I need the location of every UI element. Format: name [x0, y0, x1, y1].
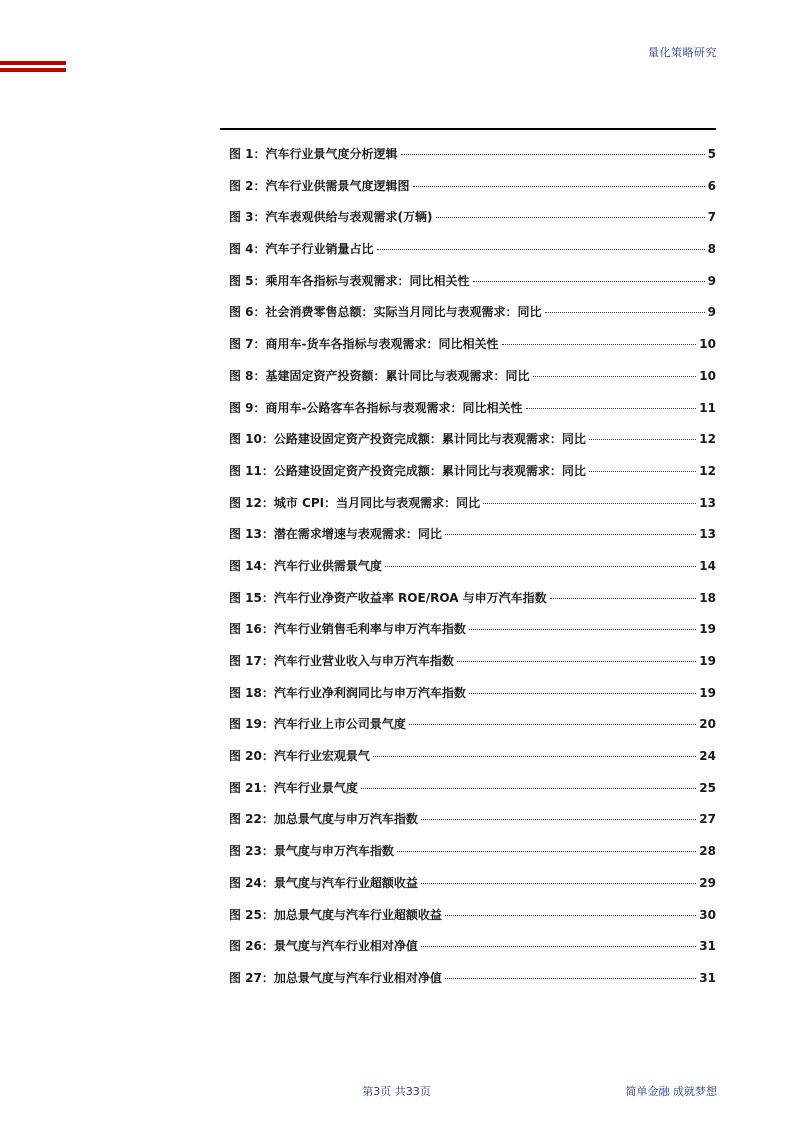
toc-entry-title: 图 12：城市 CPI：当月同比与表观需求：同比: [229, 495, 481, 510]
toc-dot-leader: [473, 281, 705, 282]
toc-entry-page: 10: [699, 337, 716, 352]
toc-entry[interactable]: [229, 963, 716, 995]
toc-entry[interactable]: [229, 171, 716, 203]
toc-dot-leader: [421, 819, 696, 820]
toc-dot-leader: [502, 344, 697, 345]
toc-dot-leader: [533, 376, 697, 377]
toc-entry-title: 图 5：乘用车各指标与表观需求：同比相关性: [229, 273, 470, 288]
toc-entry-page: 30: [699, 907, 716, 922]
toc-dot-leader: [526, 408, 697, 409]
toc-entry[interactable]: [229, 488, 716, 520]
toc-entry-title: 图 3：汽车表观供给与表观需求(万辆): [229, 210, 433, 225]
page-number-mid: 页 共: [380, 1085, 406, 1098]
toc-dot-leader: [421, 883, 696, 884]
toc-entry[interactable]: [229, 393, 716, 425]
page-number-current: 3: [373, 1085, 381, 1098]
toc-entry[interactable]: [229, 361, 716, 393]
toc-entry-page: 10: [699, 368, 716, 383]
toc-entry-page: 19: [699, 622, 716, 637]
toc-dot-leader: [397, 851, 696, 852]
toc-entry-title: 图 23：景气度与申万汽车指数: [229, 844, 394, 859]
toc-entry[interactable]: [229, 646, 716, 678]
page-number-suffix: 页: [419, 1085, 431, 1098]
toc-entry-page: 27: [699, 812, 716, 827]
toc-entry[interactable]: [229, 583, 716, 615]
toc-entry-title: 图 15：汽车行业净资产收益率 ROE/ROA 与申万汽车指数: [229, 590, 547, 605]
toc-entry-page: 9: [707, 273, 716, 288]
toc-entry[interactable]: [229, 329, 716, 361]
toc-entry-page: 19: [699, 654, 716, 668]
toc-dot-leader: [436, 217, 705, 218]
toc-entry-page: 19: [699, 685, 716, 700]
toc-dot-leader: [385, 566, 696, 567]
toc-entry[interactable]: [229, 551, 716, 583]
toc-dot-leader: [421, 946, 696, 947]
toc-entry-title: 图 22：加总景气度与申万汽车指数: [229, 812, 418, 827]
toc-entry-page: 24: [699, 749, 716, 764]
toc-entry[interactable]: [229, 773, 716, 805]
toc-dot-leader: [550, 598, 697, 599]
toc-dot-leader: [377, 249, 705, 250]
toc-entry-title: 图 7：商用车-货车各指标与表观需求：同比相关性: [229, 337, 499, 352]
toc-entry[interactable]: [229, 424, 716, 456]
toc-dot-leader: [545, 312, 705, 313]
toc-dot-leader: [469, 693, 696, 694]
toc-entry-title: 图 20：汽车行业宏观景气: [229, 749, 370, 764]
toc-dot-leader: [469, 629, 696, 630]
toc-entry-page: 8: [707, 242, 716, 257]
toc-dot-leader: [589, 471, 696, 472]
toc-entry-title: 图 19：汽车行业上市公司景气度: [229, 717, 406, 732]
toc-entry[interactable]: [229, 614, 716, 646]
toc-entry-title: 图 10：公路建设固定资产投资完成额：累计同比与表观需求：同比: [229, 432, 586, 447]
toc-entry-title: 图 24：景气度与汽车行业超额收益: [229, 875, 418, 890]
toc-entry[interactable]: [229, 202, 716, 234]
toc-dot-leader: [445, 915, 696, 916]
toc-entry-title: 图 6：社会消费零售总额：实际当月同比与表观需求：同比: [229, 305, 542, 320]
toc-entry[interactable]: [229, 297, 716, 329]
toc-entry-page: 6: [707, 178, 716, 193]
toc-entry-title: 图 16：汽车行业销售毛利率与申万汽车指数: [229, 622, 466, 637]
toc-dot-leader: [361, 788, 696, 789]
toc-dot-leader: [589, 439, 696, 440]
toc-entry-page: 12: [699, 463, 716, 478]
toc-entry[interactable]: [229, 709, 716, 741]
toc-top-rule: [220, 128, 716, 130]
toc-entry[interactable]: [229, 678, 716, 710]
figure-table-of-contents: [229, 139, 716, 995]
toc-entry-page: 18: [699, 590, 716, 605]
page-number-total: 33: [405, 1085, 420, 1098]
toc-entry-page: 25: [699, 780, 716, 795]
toc-entry[interactable]: [229, 836, 716, 868]
toc-entry-title: 图 25：加总景气度与汽车行业超额收益: [229, 907, 442, 922]
header-accent-stripe-bottom: [0, 68, 66, 72]
toc-entry[interactable]: [229, 234, 716, 266]
toc-entry[interactable]: [229, 266, 716, 298]
page-number-prefix: 第: [362, 1085, 374, 1098]
toc-entry-page: 13: [699, 495, 716, 510]
toc-entry-title: 图 2：汽车行业供需景气度逻辑图: [229, 178, 410, 193]
footer-slogan: 简单金融 成就梦想: [625, 1085, 717, 1098]
toc-entry-title: 图 1：汽车行业景气度分析逻辑: [229, 147, 398, 161]
toc-dot-leader: [409, 724, 696, 725]
toc-entry-page: 11: [699, 400, 716, 415]
toc-entry-page: 31: [699, 970, 716, 985]
toc-entry-page: 13: [699, 527, 716, 542]
toc-dot-leader: [483, 503, 696, 504]
toc-entry-page: 5: [707, 147, 716, 161]
toc-entry-title: 图 27：加总景气度与汽车行业相对净值: [229, 970, 442, 985]
toc-dot-leader: [457, 661, 696, 662]
header-accent-stripe-top: [0, 61, 66, 65]
toc-entry-title: 图 4：汽车子行业销量占比: [229, 242, 374, 257]
toc-entry[interactable]: [229, 456, 716, 488]
toc-entry-title: 图 11：公路建设固定资产投资完成额：累计同比与表观需求：同比: [229, 463, 586, 478]
toc-entry-title: 图 14：汽车行业供需景气度: [229, 558, 382, 573]
toc-entry[interactable]: [229, 900, 716, 932]
toc-dot-leader: [413, 186, 705, 187]
toc-entry-page: 7: [707, 210, 716, 225]
toc-entry-page: 31: [699, 939, 716, 954]
header-section-title: 量化策略研究: [648, 46, 717, 59]
toc-entry-title: 图 18：汽车行业净利润同比与申万汽车指数: [229, 685, 466, 700]
toc-entry-title: 图 8：基建固定资产投资额：累计同比与表观需求：同比: [229, 368, 530, 383]
toc-entry-page: 9: [707, 305, 716, 320]
toc-entry-title: 图 26：景气度与汽车行业相对净值: [229, 939, 418, 954]
toc-entry-page: 28: [699, 844, 716, 859]
toc-entry-title: 图 21：汽车行业景气度: [229, 780, 358, 795]
toc-entry-page: 29: [699, 875, 716, 890]
toc-entry-title: 图 17：汽车行业营业收入与申万汽车指数: [229, 654, 454, 668]
toc-entry-page: 14: [699, 558, 716, 573]
toc-entry[interactable]: [229, 741, 716, 773]
toc-dot-leader: [445, 534, 696, 535]
toc-entry[interactable]: [229, 519, 716, 551]
toc-entry-title: 图 9：商用车-公路客车各指标与表观需求：同比相关性: [229, 400, 523, 415]
toc-dot-leader: [401, 154, 705, 155]
toc-entry[interactable]: [229, 804, 716, 836]
toc-entry-title: 图 13：潜在需求增速与表观需求：同比: [229, 527, 442, 542]
toc-entry[interactable]: [229, 868, 716, 900]
toc-entry-page: 12: [699, 432, 716, 447]
toc-entry[interactable]: [229, 931, 716, 963]
toc-entry-page: 20: [699, 717, 716, 732]
toc-dot-leader: [445, 978, 696, 979]
toc-dot-leader: [373, 756, 696, 757]
toc-entry[interactable]: [229, 139, 716, 171]
